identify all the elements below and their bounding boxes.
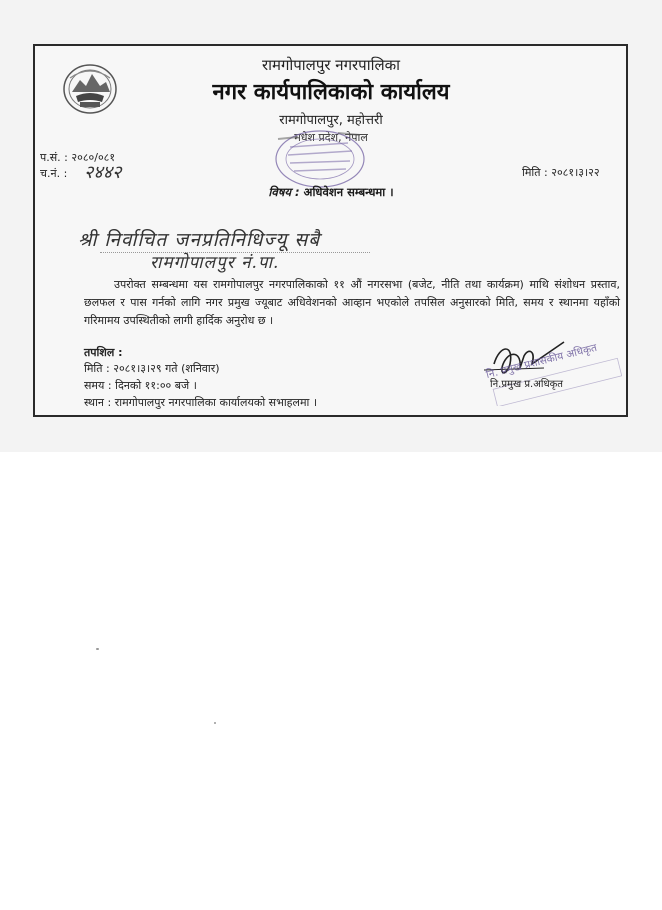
schedule-heading: तपशिल : [84, 346, 123, 359]
reference-number: प.सं. : २०८०/०८१ [40, 151, 116, 164]
subject-text: अधिवेशन सम्बन्धमा । [303, 185, 394, 199]
office-province: मधेश प्रदेश, नेपाल [294, 131, 368, 144]
letter-date: मिति : २०८१।३।२२ [522, 166, 600, 179]
letter-body [84, 276, 620, 330]
recipient-handwritten-line1: श्री निर्वाचित जनप्रतिनिधिज्यू सबै [78, 229, 321, 251]
municipality-name: रामगोपालपुर नगरपालिका [261, 56, 401, 74]
subject-label: विषय : [268, 185, 300, 199]
designation-stamp: नि. प्रमुख प्रशासकीय अधिकृत [484, 341, 599, 382]
schedule-time: समय : दिनको ११:०० बजे । [84, 379, 197, 392]
dispatch-label: च.नं. : [40, 167, 68, 180]
schedule-place: स्थान : रामगोपालपुर नगरपालिका कार्यालयको सभाहलमा । [84, 396, 318, 409]
signatory-designation: नि.प्रमुख प्र.अधिकृत [490, 379, 563, 390]
scan-speck [214, 722, 216, 724]
office-address: रामगोपालपुर, महोत्तरी [279, 113, 383, 128]
schedule-date: मिति : २०८१।३।२९ गते (शनिवार) [84, 362, 220, 375]
scan-speck [96, 648, 99, 650]
dispatch-number-handwritten: २४४२ [84, 162, 122, 183]
office-title: नगर कार्यपालिकाको कार्यालय [212, 80, 450, 105]
recipient-handwritten-line2: रामगोपालपुर नं.पा. [150, 253, 280, 273]
letter-body-text: उपरोक्त सम्बन्धमा यस रामगोपालपुर नगरपालिकाको ११ औं नगरसभा (बजेट, नीति तथा कार्यक्रम) माथि संशोधन प्रस्ताव, छलफल र पास गर्नको लागि नगर प्रमुख ज्यूबाट अधिवेशनको आव्हान भएकोले तपसिल अनुसारको मिति, समय र स्थानमा यहाँको गरिमामय उपस्थितीको लागी हार्दिक अनुरोध छ । [84, 278, 620, 327]
official-round-stamp [268, 125, 372, 191]
subject-line [0, 185, 662, 200]
